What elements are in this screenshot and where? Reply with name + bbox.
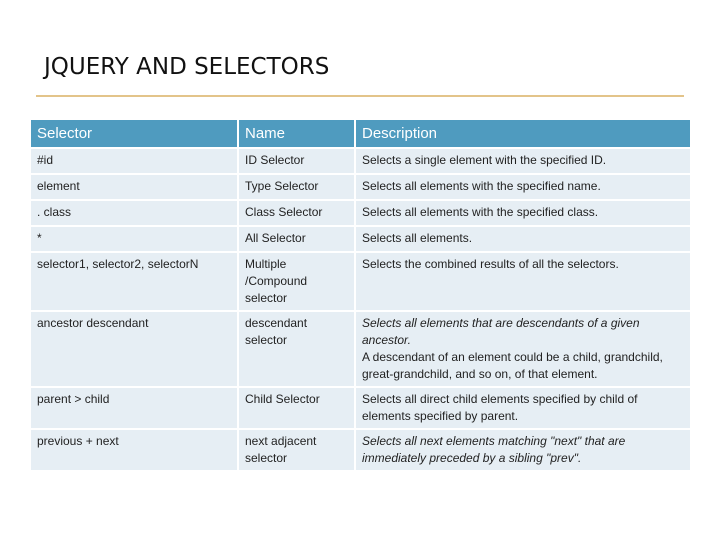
slide-title: JQUERY AND SELECTORS [44, 54, 330, 80]
cell-name: descendant selector [238, 311, 355, 387]
cell-selector: parent > child [31, 387, 238, 429]
table-row [31, 174, 691, 200]
table-row [31, 387, 691, 429]
cell-description [355, 174, 691, 200]
description-line: Selects a single element with the specified ID. [362, 153, 607, 167]
description-line: A descendant of an element could be a child, grandchild, great-grandchild, and so on, of that element. [362, 350, 663, 381]
table-row [31, 252, 691, 311]
cell-description [355, 387, 691, 429]
selectors-table [31, 120, 692, 472]
cell-selector: #id [31, 148, 238, 174]
table-header-row [31, 120, 691, 148]
description-line: Selects all direct child elements specified by child of elements specified by parent. [362, 392, 638, 423]
table-row [31, 200, 691, 226]
description-line: Selects the combined results of all the selectors. [362, 257, 619, 271]
header-selector: Selector [31, 120, 238, 148]
cell-selector: element [31, 174, 238, 200]
table-row [31, 311, 691, 387]
cell-name: Class Selector [238, 200, 355, 226]
cell-description [355, 226, 691, 252]
table-row [31, 429, 691, 471]
cell-name: Multiple /Compound selector [238, 252, 355, 311]
cell-description [355, 200, 691, 226]
cell-selector: selector1, selector2, selectorN [31, 252, 238, 311]
table-row [31, 226, 691, 252]
header-name: Name [238, 120, 355, 148]
cell-description [355, 429, 691, 471]
description-line: Selects all elements with the specified class. [362, 205, 599, 219]
cell-name: Type Selector [238, 174, 355, 200]
cell-name: ID Selector [238, 148, 355, 174]
cell-description [355, 148, 691, 174]
cell-description [355, 252, 691, 311]
header-description: Description [355, 120, 691, 148]
description-line: Selects all elements with the specified name. [362, 179, 601, 193]
description-line: Selects all next elements matching "next" that are immediately preceded by a sibling "prev". [362, 434, 626, 465]
cell-description [355, 311, 691, 387]
title-divider [36, 95, 684, 97]
cell-selector: * [31, 226, 238, 252]
cell-name: All Selector [238, 226, 355, 252]
description-line: Selects all elements that are descendants of a given ancestor. [362, 316, 640, 347]
cell-selector: previous + next [31, 429, 238, 471]
description-line: Selects all elements. [362, 231, 473, 245]
cell-selector: . class [31, 200, 238, 226]
cell-name: Child Selector [238, 387, 355, 429]
table-row [31, 148, 691, 174]
cell-selector: ancestor descendant [31, 311, 238, 387]
cell-name: next adjacent selector [238, 429, 355, 471]
